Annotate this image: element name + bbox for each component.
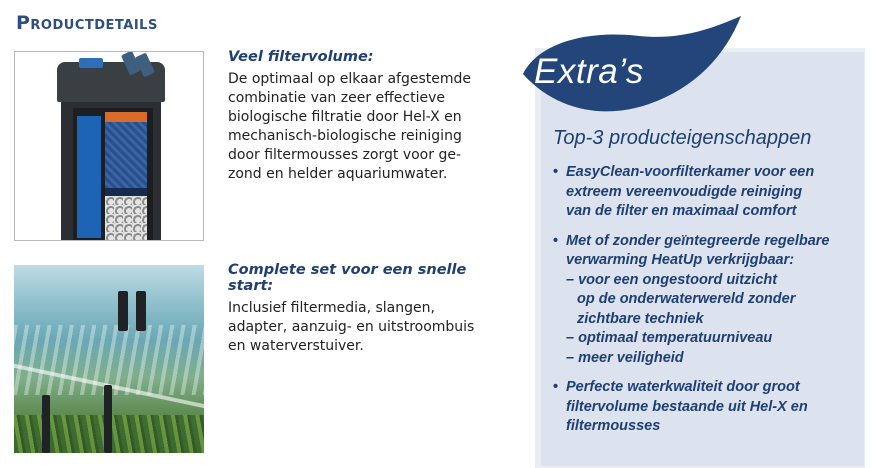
bullet-subline: op de onderwaterwereld zonder: [577, 291, 796, 307]
feature-body-line: De optimaal op elkaar afgestemde: [228, 71, 471, 87]
intake-pipe: [118, 291, 128, 331]
feature-body-line: mechanisch-biologische reiniging: [228, 128, 462, 144]
extras-bullet-list: [553, 163, 858, 447]
feature-body-line: biologische filtratie door Hel-X en: [228, 109, 462, 125]
bullet-line: extreem vereenvoudigde reiniging: [566, 183, 803, 200]
bullet-line: Met of zonder geïntegreerde regelbare: [566, 232, 830, 249]
bullet-subline: zichtbare techniek: [577, 310, 704, 327]
bullet-icon: •: [553, 232, 559, 249]
feature-body-line: adapter, aanzuig- en uitstroombuis: [228, 319, 475, 335]
filter-media-orange: [105, 112, 147, 122]
bullet-line: Perfecte waterkwaliteit door groot: [566, 379, 800, 395]
bullet-icon: •: [553, 379, 559, 395]
aquarium-image: [14, 265, 204, 453]
extras-title: Top-3 producteigenschappen: [553, 127, 812, 149]
bullet-line: van de filter en maximaal comfort: [566, 203, 797, 219]
feature-body-line: door filtermousses zorgt voor ge-: [228, 147, 461, 163]
feature-body-line: zond en helder aquariumwater.: [228, 166, 448, 182]
bullet-line: filtermousses: [566, 418, 661, 434]
hel-x-media: [105, 196, 147, 240]
extras-label: Extra’s: [534, 52, 644, 91]
feature-body: [228, 299, 498, 356]
feature-body-line: combinatie van zeer effectieve: [228, 90, 445, 106]
section-heading: Productdetails: [16, 12, 158, 34]
bullet-item: [553, 378, 858, 437]
outlet-tube: [104, 385, 112, 453]
bullet-subline: – meer veiligheid: [566, 349, 684, 366]
feature-filter-volume: [228, 49, 498, 184]
feature-body: [228, 70, 498, 184]
feature-body-line: en waterverstuiver.: [228, 338, 364, 354]
outlet-pipe: [136, 291, 146, 331]
feature-complete-set: [228, 262, 498, 356]
bullet-icon: •: [553, 164, 559, 180]
feature-title: Complete set voor een snelle start:: [228, 262, 467, 294]
canister-handle: [79, 58, 103, 68]
bullet-subline: – optimaal temperatuurniveau: [566, 330, 773, 346]
filter-media-blue: [77, 116, 101, 238]
filter-sponge: [105, 122, 147, 188]
bullet-line: filtervolume bestaande uit Hel-X en: [566, 398, 808, 415]
feature-title: Veel filtervolume:: [228, 49, 374, 65]
bullet-item: [553, 163, 858, 222]
bullet-line: verwarming HeatUp verkrijgbaar:: [566, 252, 795, 268]
bullet-item: [553, 232, 858, 369]
intake-tube: [42, 395, 50, 453]
filter-sponge-dark: [105, 188, 147, 196]
bullet-subline: – voor een ongestoord uitzicht: [566, 271, 778, 288]
bullet-line: EasyClean-voorfilterkamer voor een: [566, 164, 815, 180]
filter-product-image: [14, 51, 204, 241]
feature-body-line: Inclusief filtermedia, slangen,: [228, 300, 435, 316]
